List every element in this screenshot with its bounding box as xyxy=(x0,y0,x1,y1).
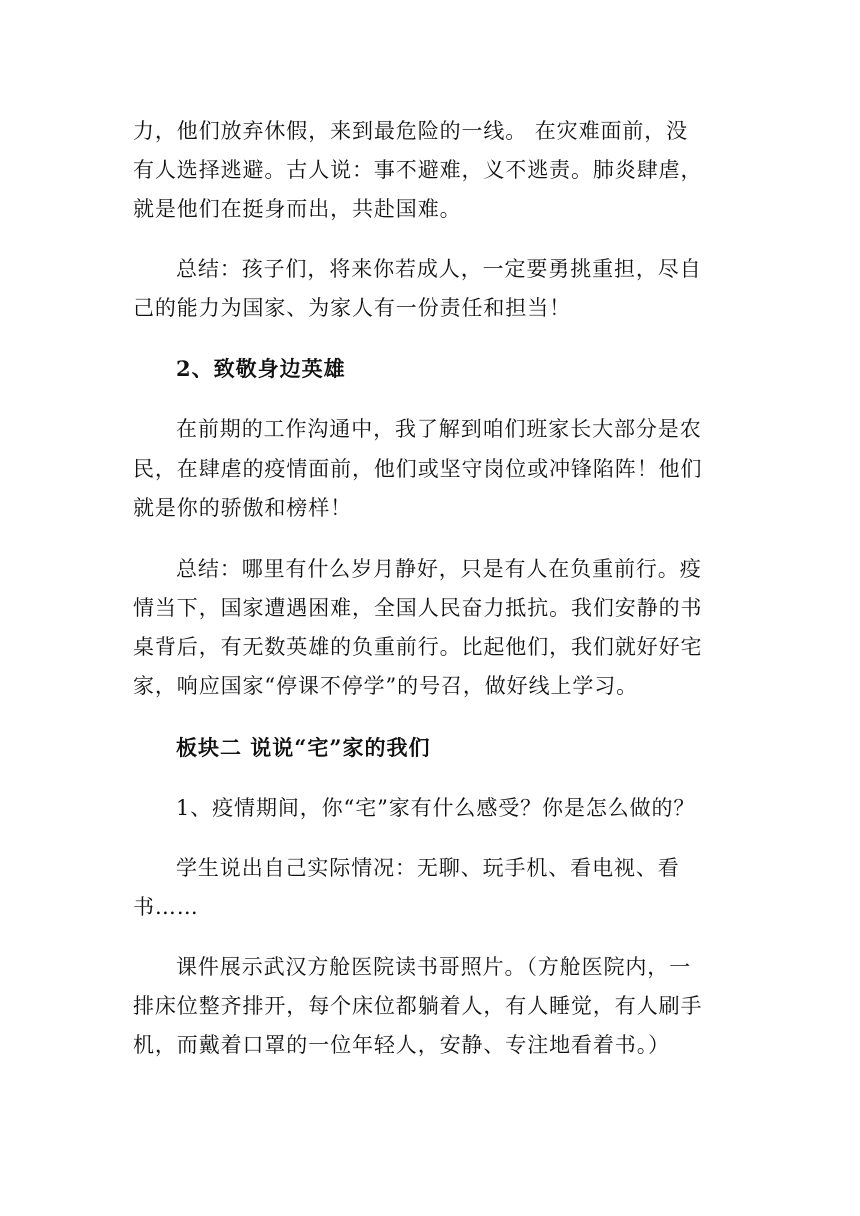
summary-line: 情当下，国家遭遇困难，全国人民奋力抵抗。我们安静的书 xyxy=(133,596,703,620)
paragraph-line: 学生说出自己实际情况：无聊、玩手机、看电视、看 xyxy=(176,856,680,880)
paragraph-line: 力，他们放弃休假，来到最危险的一线。 在灾难面前，没 xyxy=(133,119,689,143)
summary-line: 家，响应国家“停课不停学”的号召，做好线上学习。 xyxy=(133,674,639,698)
section-heading: 板块二 说说“宅”家的我们 xyxy=(176,735,431,760)
paragraph-line: 在前期的工作沟通中，我了解到咱们班家长大部分是农 xyxy=(176,417,702,441)
paragraph-line: 课件展示武汉方舱医院读书哥照片。（方舱医院内，一 xyxy=(176,955,692,979)
paragraph-line: 书…… xyxy=(133,895,199,919)
paragraph-line: 就是你的骄傲和榜样！ xyxy=(133,496,352,520)
summary-line: 总结：哪里有什么岁月静好，只是有人在负重前行。疫 xyxy=(176,557,702,581)
section-heading: 2、致敬身边英雄 xyxy=(176,356,346,381)
summary-line: 桌背后，有无数英雄的负重前行。比起他们，我们就好好宅 xyxy=(133,635,703,659)
paragraph-line: 排床位整齐排开，每个床位都躺着人，有人睡觉，有人刷手 xyxy=(133,994,703,1018)
paragraph-line: 就是他们在挺身而出，共赴国难。 xyxy=(133,197,462,221)
paragraph-line: 机，而戴着口罩的一位年轻人，安静、专注地看着书。） xyxy=(133,1033,670,1057)
summary-line: 己的能力为国家、为家人有一份责任和担当！ xyxy=(133,296,571,320)
summary-line: 总结：孩子们，将来你若成人，一定要勇挑重担，尽自 xyxy=(176,257,702,281)
question-line: 1、疫情期间，你“宅”家有什么感受？你是怎么做的？ xyxy=(176,796,696,820)
paragraph-line: 有人选择逃避。古人说：事不避难，义不逃责。肺炎肆虐， xyxy=(133,158,703,182)
paragraph-line: 民，在肆虐的疫情面前，他们或坚守岗位或冲锋陷阵！他们 xyxy=(133,457,703,481)
